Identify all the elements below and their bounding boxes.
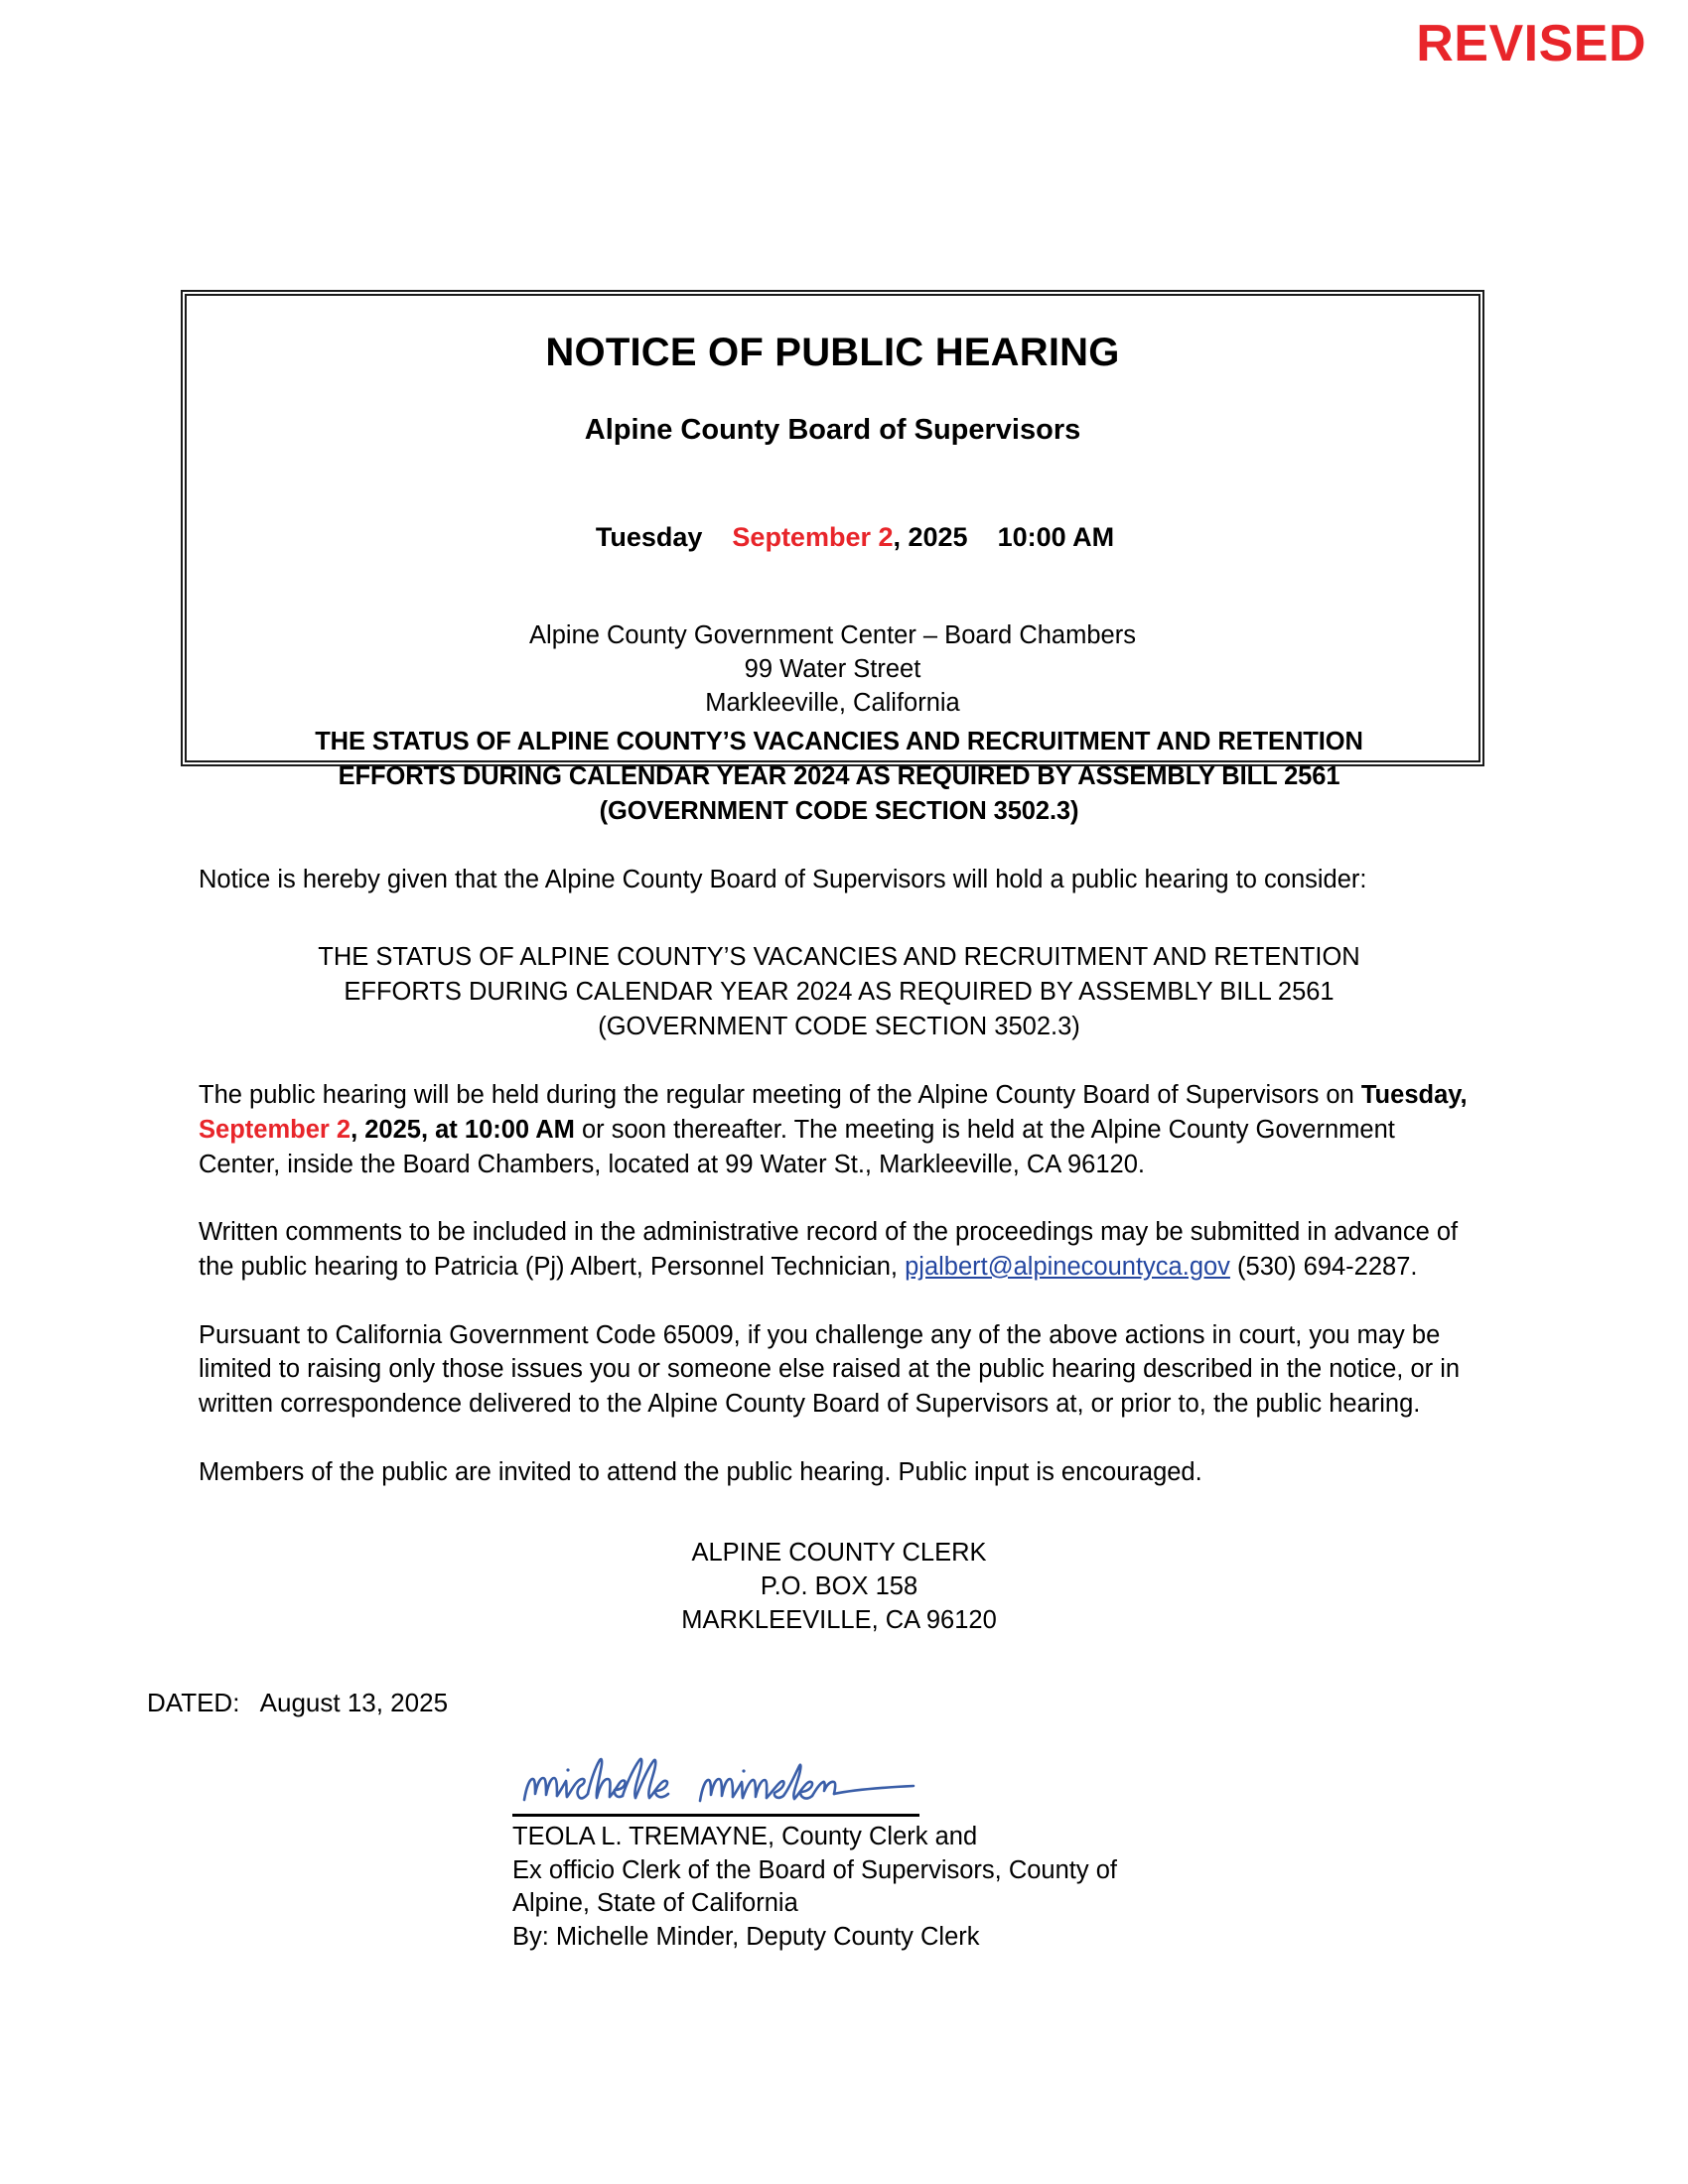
signature-line-4: By: Michelle Minder, Deputy County Clerk: [512, 1922, 980, 1951]
signature-rule: [512, 1814, 919, 1817]
clerk-line-2: P.O. BOX 158: [760, 1572, 918, 1601]
notice-title: NOTICE OF PUBLIC HEARING: [545, 331, 1120, 374]
notice-subtitle: Alpine County Board of Supervisors: [584, 414, 1081, 446]
signature-line-3: Alpine, State of California: [512, 1889, 798, 1918]
subject-restated-line-3: (GOVERNMENT CODE SECTION 3502.3): [598, 1013, 1080, 1041]
invitation-paragraph: Members of the public are invited to attend the public hearing. Public input is encouraged.: [199, 1457, 1202, 1486]
datetime-weekday: Tuesday: [595, 522, 703, 553]
intro-paragraph: Notice is hereby given that the Alpine County Board of Supervisors will hold a public hearing to consider:: [199, 865, 1367, 893]
subject-restated-line-1: THE STATUS OF ALPINE COUNTY’S VACANCIES AND RECRUITMENT AND RETENTION: [318, 943, 1360, 972]
address-line-3: Markleeville, California: [705, 688, 960, 717]
datetime-date-year: , 2025: [893, 522, 968, 553]
comments-text-part-2: (530) 694-2287.: [1229, 1252, 1418, 1281]
datetime-date-highlight: September 2: [732, 522, 894, 553]
written-comments-paragraph: [199, 1215, 1479, 1284]
signature-area: [512, 1748, 1128, 1955]
pursuant-paragraph: Pursuant to California Government Code 65009, if you challenge any of the above actions in court, you may be limited to raising only those issues you or someone else raised at the public hearing described in the notice, or in written correspondence delivered to the Alpine County Board of Supervisors at, or prior to, the public hearing.: [199, 1320, 1461, 1418]
subject-heading-line-1: THE STATUS OF ALPINE COUNTY’S VACANCIES AND RECRUITMENT AND RETENTION: [315, 728, 1363, 755]
datetime-spacer-1: [702, 522, 732, 552]
subject-heading-line-2: EFFORTS DURING CALENDAR YEAR 2024 AS REQUIRED BY ASSEMBLY BILL 2561: [338, 761, 1340, 790]
subject-heading-line-3: (GOVERNMENT CODE SECTION 3502.3): [599, 796, 1079, 825]
email-link[interactable]: pjalbert@alpinecountyca.gov: [905, 1252, 1230, 1281]
hearing-text-part-2: or soon thereafter. The meeting is held at the Alpine County Government Center, inside the Board Chambers, located at 99 Water St., Markleeville, CA 96120.: [199, 1115, 1395, 1178]
datetime-spacer-2: [968, 522, 998, 552]
hearing-details-paragraph: [199, 1078, 1479, 1181]
comments-text-part-1: Written comments to be included in the administrative record of the proceedings may be submitted in advance of the public hearing to Patricia (Pj) Albert, Personnel Technician,: [199, 1218, 1459, 1281]
clerk-address-block: [199, 1537, 1479, 1638]
revised-stamp: REVISED: [1416, 15, 1646, 72]
signature-line-1: TEOLA L. TREMAYNE, County Clerk and: [512, 1822, 978, 1850]
signature-block: [512, 1821, 1128, 1955]
handwritten-signature-icon: [516, 1748, 933, 1812]
dated-line: DATED: August 13, 2025: [147, 1687, 449, 1717]
datetime-time: 10:00 AM: [997, 522, 1115, 553]
hearing-bold-red-date: September 2: [199, 1115, 352, 1144]
clerk-line-1: ALPINE COUNTY CLERK: [691, 1539, 987, 1568]
notice-address: [216, 619, 1449, 721]
subject-heading: [199, 725, 1479, 829]
hearing-text-part-1: The public hearing will be held during the regular meeting of the Alpine County Board of Supervisors on: [199, 1081, 1361, 1110]
notice-datetime: [216, 489, 1449, 586]
subject-restated-line-2: EFFORTS DURING CALENDAR YEAR 2024 AS REQUIRED BY ASSEMBLY BILL 2561: [344, 978, 1335, 1007]
signature-line-2: Ex officio Clerk of the Board of Supervisors, County of: [512, 1855, 1117, 1884]
notice-body: [147, 725, 1479, 1955]
address-line-2: 99 Water Street: [744, 654, 921, 683]
notice-header-box: [181, 290, 1484, 766]
clerk-line-3: MARKLEEVILLE, CA 96120: [681, 1606, 997, 1635]
hearing-bold-date-time: , 2025, at 10:00 AM: [351, 1115, 575, 1144]
address-line-1: Alpine County Government Center – Board Chambers: [529, 620, 1136, 649]
hearing-bold-weekday: Tuesday,: [1360, 1081, 1468, 1110]
subject-restated: [199, 940, 1479, 1044]
